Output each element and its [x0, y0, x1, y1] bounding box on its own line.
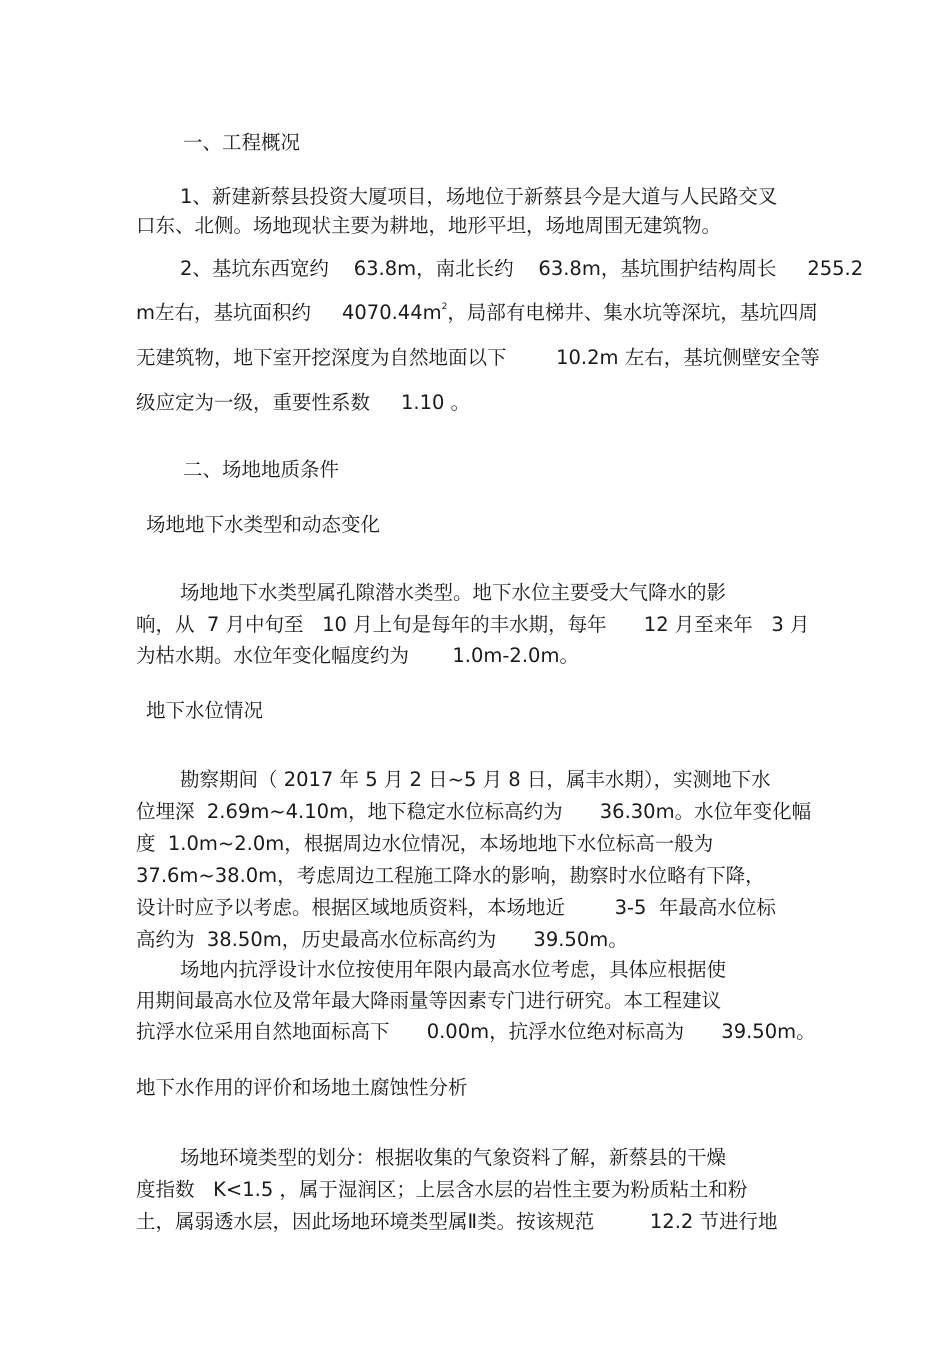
- paragraph-line: 响，从 7 月中旬至 10 月上旬是每年的丰水期，每年 12 月至来年 3 月: [136, 613, 810, 636]
- subsection-heading-groundwater-type: 场地地下水类型和动态变化: [146, 513, 381, 536]
- text-fragment: ，局部有电梯井、集水坑等深坑，基坑四周: [447, 301, 818, 324]
- paragraph-line: 高约为 38.50m，历史最高水位标高约为 39.50m。: [136, 928, 628, 951]
- section-heading-site-geology: 二、场地地质条件: [183, 458, 340, 481]
- paragraph-line: 设计时应予以考虑。根据区域地质资料，本场地近 3-5 年最高水位标: [136, 896, 776, 919]
- paragraph-line: 位埋深 2.69m~4.10m，地下稳定水位标高约为 36.30m。水位年变化幅: [136, 800, 812, 823]
- section-heading-project-overview: 一、工程概况: [183, 131, 301, 154]
- paragraph-line: 场地环境类型的划分：根据收集的气象资料了解，新蔡县的干燥: [180, 1146, 727, 1169]
- paragraph-line: 抗浮水位采用自然地面标高下 0.00m，抗浮水位绝对标高为 39.50m。: [136, 1020, 816, 1043]
- paragraph-line: 场地内抗浮设计水位按使用年限内最高水位考虑，具体应根据使: [180, 958, 727, 981]
- paragraph-line: 2、基坑东西宽约 63.8m，南北长约 63.8m，基坑围护结构周长 255.2: [180, 257, 864, 280]
- paragraph-line: 度指数 K<1.5 ，属于湿润区；上层含水层的岩性主要为粉质粘土和粉: [136, 1178, 748, 1201]
- paragraph-line: [136, 300, 818, 326]
- paragraph-line: 场地地下水类型属孔隙潜水类型。地下水位主要受大气降水的影: [180, 581, 727, 604]
- paragraph-line: 1、新建新蔡县投资大厦项目，场地位于新蔡县今是大道与人民路交叉: [180, 185, 778, 208]
- paragraph-line: 度 1.0m~2.0m，根据周边水位情况，本场地地下水位标高一般为: [136, 832, 714, 855]
- paragraph-line: 用期间最高水位及常年最大降雨量等因素专门进行研究。本工程建议: [136, 989, 722, 1012]
- subsection-heading-water-level: 地下水位情况: [146, 699, 264, 722]
- paragraph-line: 无建筑物，地下室开挖深度为自然地面以下 10.2m 左右，基坑侧壁安全等: [136, 346, 820, 369]
- text-fragment: m左右，基坑面积约 4070.44m: [136, 301, 442, 324]
- paragraph-line: 勘察期间（ 2017 年 5 月 2 日~5 月 8 日，属丰水期），实测地下水: [180, 768, 771, 791]
- paragraph-line: 37.6m~38.0m，考虑周边工程施工降水的影响，勘察时水位略有下降，: [136, 864, 765, 887]
- paragraph-line: 为枯水期。水位年变化幅度约为 1.0m-2.0m。: [136, 644, 579, 667]
- subsection-heading-corrosion-analysis: 地下水作用的评价和场地土腐蚀性分析: [136, 1076, 468, 1099]
- superscript-unit: 2: [441, 302, 448, 312]
- paragraph-line: 级应定为一级，重要性系数 1.10 。: [136, 391, 471, 414]
- paragraph-line: 口东、北侧。场地现状主要为耕地，地形平坦，场地周围无建筑物。: [136, 214, 722, 237]
- paragraph-line: 土，属弱透水层，因此场地环境类型属Ⅱ类。按该规范 12.2 节进行地: [136, 1210, 778, 1233]
